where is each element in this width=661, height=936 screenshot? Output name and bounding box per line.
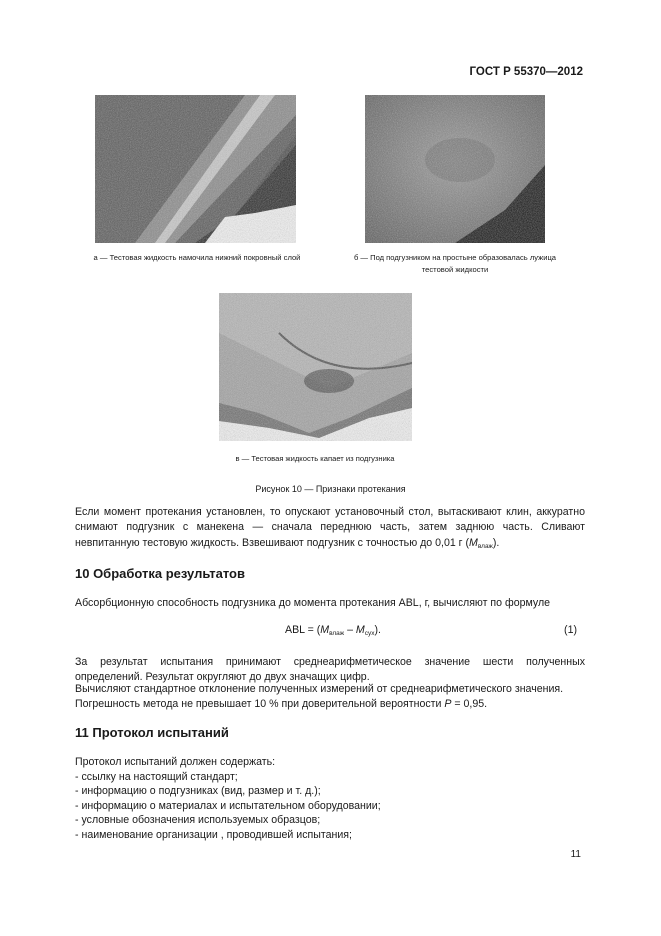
list-item: - условные обозначения используемых образцов; xyxy=(75,814,321,827)
paragraph-accuracy: Погрешность метода не превышает 10 % при доверительной вероятности P = 0,95. xyxy=(75,698,488,710)
photo-c-image xyxy=(219,293,412,441)
photo-b-image xyxy=(365,95,545,243)
paragraph-result: За результат испытания принимают среднеарифметическое значение шести полученных определений. Результат округляют до двух значащих цифр. xyxy=(75,656,585,684)
protocol-intro: Протокол испытаний должен содержать: xyxy=(75,756,276,768)
photo-b xyxy=(365,95,545,243)
figure-title: Рисунок 10 — Признаки протекания xyxy=(255,484,406,494)
section-11-title: 11 Протокол испытаний xyxy=(75,725,229,740)
formula-expression: ABL = $(M_{влаж} - M_{сух})$. xyxy=(285,624,381,637)
caption-a: а — Тестовая жидкость намочила нижний покровный слой xyxy=(93,253,301,262)
caption-b-line1: б — Под подгузником на простыне образовалась лужица xyxy=(353,253,557,262)
section-10-title: 10 Обработка результатов xyxy=(75,566,245,581)
standard-header: ГОСТ Р 55370—2012 xyxy=(469,66,583,78)
photo-a-image xyxy=(95,95,296,243)
paragraph-removal-tail: ). xyxy=(492,536,500,549)
page-number: 11 xyxy=(570,849,581,860)
caption-b xyxy=(330,252,580,276)
formula-number: (1) xyxy=(564,624,577,636)
paragraph-removal xyxy=(75,505,585,554)
photo-a xyxy=(95,95,296,243)
paragraph-formula-intro: Абсорбционную способность подгузника до момента протекания ABL, г, вычисляют по формуле xyxy=(75,597,551,609)
photo-c xyxy=(219,293,412,441)
paragraph-removal-text: Если момент протекания установлен, то опускают установочный стол, вытаскивают клин, аккуратно снимают подгузник с манекена — сначала переднюю часть, затем заднюю часть. Сливают невпитанную тестовую жидкость. Взвешивают подгузник с точностью до 0,01 г ( xyxy=(75,506,585,549)
symbol-m: M xyxy=(469,536,478,549)
caption-c: в — Тестовая жидкость капает из подгузника xyxy=(235,454,395,463)
caption-b-line2: тестовой жидкости xyxy=(421,265,489,274)
protocol-list xyxy=(75,755,381,843)
list-item: - ссылку на настоящий стандарт; xyxy=(75,770,238,783)
paragraph-stddev: Вычисляют стандартное отклонение полученных измерений от среднеарифметического значения. xyxy=(75,683,564,695)
list-item: - информацию о материалах и испытательном оборудовании; xyxy=(75,799,381,812)
list-item: - информацию о подгузниках (вид, размер и т. д.); xyxy=(75,785,321,798)
subscript-vlazh: влаж xyxy=(477,542,493,550)
list-item: - наименование организации , проводившей испытания; xyxy=(75,828,352,841)
